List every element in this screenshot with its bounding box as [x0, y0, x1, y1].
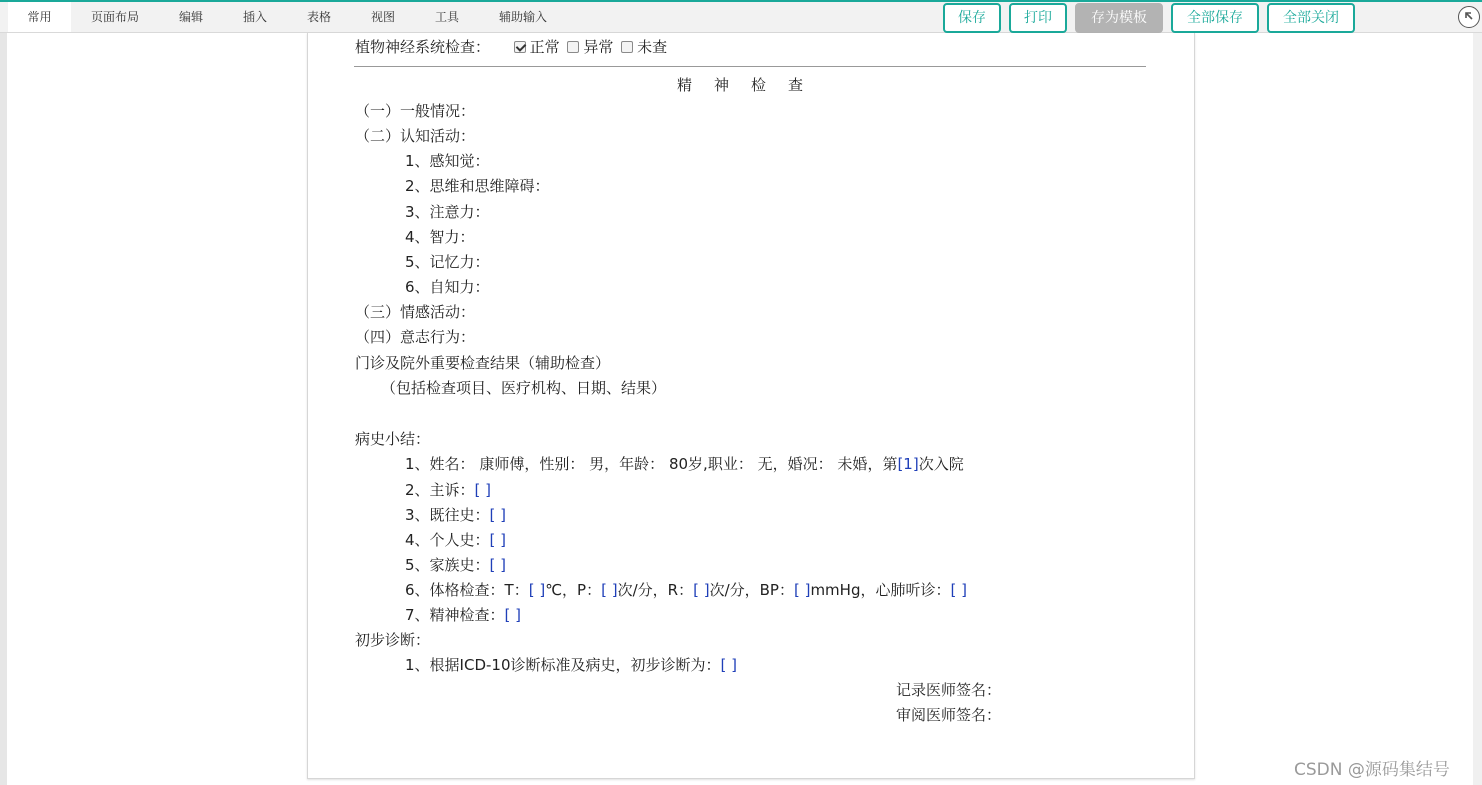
- diagnosis-label: 1、根据ICD-10诊断标准及病史，初步诊断为：: [405, 656, 721, 674]
- save-as-template-button[interactable]: 存为模板: [1075, 3, 1163, 33]
- chief-complaint-field[interactable]: [ ]: [474, 481, 492, 499]
- tab-assist-input[interactable]: 辅助输入: [498, 10, 547, 24]
- diagnosis-line: [405, 655, 737, 675]
- diagnosis-field[interactable]: [ ]: [720, 656, 737, 674]
- autonomic-label: 植物神经系统检查：: [355, 38, 491, 56]
- cognitive-item[interactable]: 2、思维和思维障碍：: [405, 177, 550, 195]
- admission-count-suffix: 次入院: [918, 455, 964, 473]
- autonomic-nervous-check-row: [355, 37, 667, 57]
- gender-label: ，性别：: [524, 455, 585, 473]
- auscultation-label: mmHg，心肺听诊：: [810, 581, 951, 599]
- right-scroll-edge: [1473, 33, 1482, 785]
- option-not-checked-label: 未查: [637, 38, 668, 56]
- cognitive-item[interactable]: 3、注意力：: [405, 203, 490, 221]
- respiration-field[interactable]: [ ]: [693, 581, 710, 599]
- tab-page-layout[interactable]: 页面布局: [90, 10, 139, 24]
- cognitive-item[interactable]: 1、感知觉：: [405, 152, 490, 170]
- cognitive-item[interactable]: 4、智力：: [405, 228, 475, 246]
- job-label: ,职业：: [703, 455, 753, 473]
- history-summary-label: 病史小结：: [355, 430, 431, 448]
- mental-exam-label: 7、精神检查：: [405, 606, 505, 624]
- age-value[interactable]: 80岁: [668, 455, 704, 473]
- name-label: 1、姓名：: [405, 455, 475, 473]
- family-history-field[interactable]: [ ]: [489, 556, 507, 574]
- past-history-line: [405, 505, 506, 525]
- family-history-label: 5、家族史：: [405, 556, 490, 574]
- personal-history-field[interactable]: [ ]: [489, 531, 507, 549]
- personal-history-label: 4、个人史：: [405, 531, 490, 549]
- emotional-activity-line[interactable]: （三）情感活动：: [355, 303, 476, 321]
- past-history-field[interactable]: [ ]: [489, 506, 507, 524]
- blood-pressure-label: 次/分，BP：: [709, 581, 794, 599]
- tab-common[interactable]: 常用: [8, 2, 71, 32]
- document-page: [307, 33, 1195, 779]
- save-button[interactable]: 保存: [943, 3, 1001, 33]
- pulse-field[interactable]: [ ]: [601, 581, 618, 599]
- checkbox-abnormal[interactable]: [567, 41, 579, 53]
- tab-view[interactable]: 视图: [370, 10, 395, 24]
- cognitive-activity-line[interactable]: （二）认知活动：: [355, 127, 476, 145]
- option-normal-label: 正常: [529, 38, 560, 56]
- volition-behavior-line[interactable]: （四）意志行为：: [355, 328, 476, 346]
- past-history-label: 3、既往史：: [405, 506, 490, 524]
- preliminary-diagnosis-label: 初步诊断：: [355, 631, 431, 649]
- outpatient-results-note: （包括检查项目、医疗机构、日期、结果）: [381, 379, 667, 397]
- blood-pressure-field[interactable]: [ ]: [793, 581, 811, 599]
- csdn-watermark: CSDN @源码集结号: [1294, 760, 1450, 780]
- cognitive-item[interactable]: 6、自知力：: [405, 278, 490, 296]
- physical-exam-line: [405, 580, 967, 600]
- age-label: ，年龄：: [604, 455, 665, 473]
- respiration-label: 次/分，R：: [617, 581, 694, 599]
- mental-exam-title: 精神检查: [676, 76, 825, 94]
- tab-table[interactable]: 表格: [306, 10, 331, 24]
- pulse-label: ℃，P：: [545, 581, 602, 599]
- general-condition-line[interactable]: （一）一般情况：: [355, 102, 476, 120]
- ribbon-toolbar: [0, 2, 1482, 33]
- checkbox-not-checked[interactable]: [621, 41, 633, 53]
- print-button[interactable]: 打印: [1009, 3, 1067, 33]
- chief-complaint-label: 2、主诉：: [405, 481, 475, 499]
- family-history-line: [405, 555, 506, 575]
- close-all-button[interactable]: 全部关闭: [1267, 3, 1355, 33]
- outpatient-results-heading: 门诊及院外重要检查结果（辅助检查）: [355, 354, 611, 372]
- personal-history-line: [405, 530, 506, 550]
- patient-name-value[interactable]: 康师傅: [479, 455, 525, 473]
- temperature-label: 6、体格检查：T：: [405, 581, 529, 599]
- temperature-field[interactable]: [ ]: [528, 581, 546, 599]
- collapse-toggle-icon[interactable]: [1458, 6, 1480, 28]
- admission-count-field[interactable]: [1]: [897, 455, 919, 473]
- recorder-signature-label[interactable]: 记录医师签名：: [896, 681, 1002, 699]
- marital-value[interactable]: 未婚: [837, 455, 868, 473]
- marital-label: ，婚况：: [772, 455, 833, 473]
- cognitive-item[interactable]: 5、记忆力：: [405, 253, 490, 271]
- chief-complaint-line: [405, 480, 491, 500]
- mental-exam-field[interactable]: [ ]: [504, 606, 522, 624]
- admission-count-prefix: ，第: [867, 455, 898, 473]
- left-panel-edge: [0, 33, 7, 785]
- tab-edit[interactable]: 编辑: [178, 10, 203, 24]
- mental-exam-line: [405, 605, 521, 625]
- reviewer-signature-label[interactable]: 审阅医师签名：: [896, 706, 1002, 724]
- checkbox-normal[interactable]: [514, 41, 526, 53]
- job-value[interactable]: 无: [757, 455, 773, 473]
- auscultation-field[interactable]: [ ]: [950, 581, 967, 599]
- option-abnormal-label: 异常: [583, 38, 614, 56]
- save-all-button[interactable]: 全部保存: [1171, 3, 1259, 33]
- divider: [354, 66, 1146, 67]
- tab-tools[interactable]: 工具: [434, 10, 459, 24]
- patient-info-line: [405, 454, 964, 474]
- gender-value[interactable]: 男: [589, 455, 605, 473]
- tab-insert[interactable]: 插入: [242, 10, 267, 24]
